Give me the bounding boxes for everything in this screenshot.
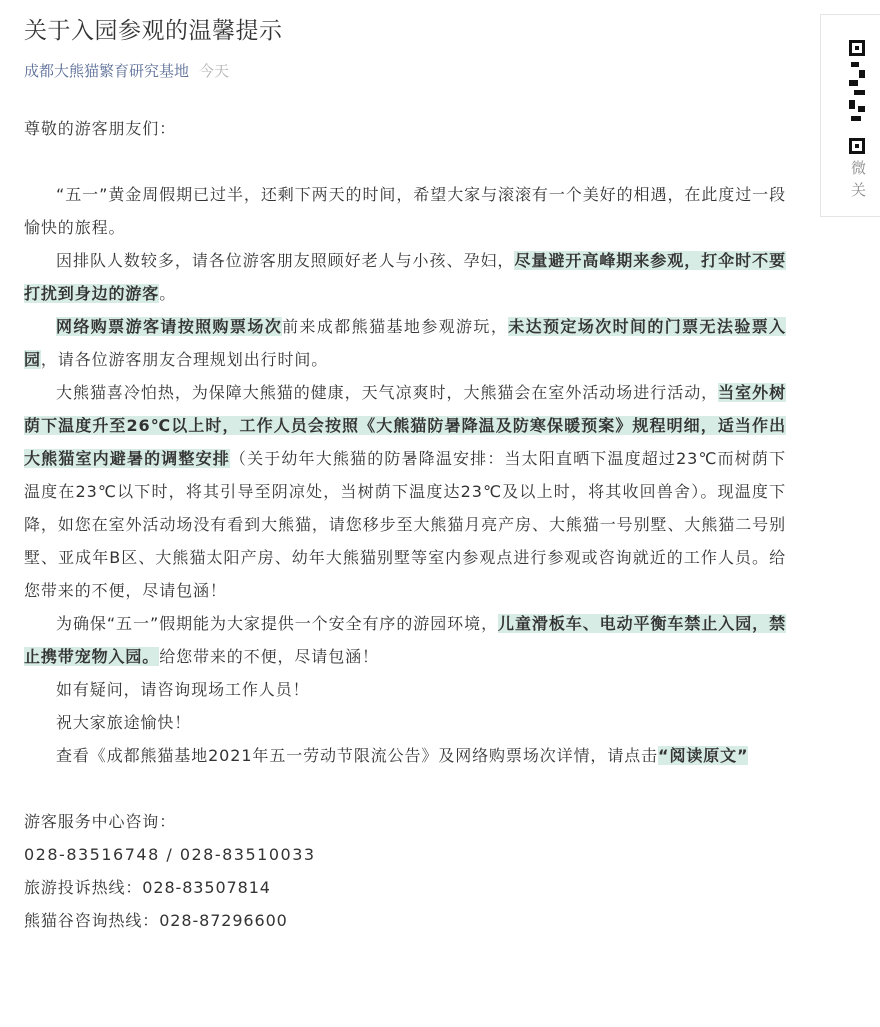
paragraph-3 [24,310,786,376]
panda-valley-hotline: 熊猫谷咨询热线：028-87296600 [24,911,288,930]
highlight-text: 网络购票游客请按照购票场次 [56,317,283,336]
paragraph-2 [24,244,786,310]
highlight-text: 尽量避开高峰期来参观，打伞时不要打扰到身边的游客 [24,251,786,303]
blank-line [24,772,786,805]
paragraph-4 [24,376,786,607]
blank-line [24,145,786,178]
article-title: 关于入园参观的温馨提示 [24,18,283,44]
service-numbers: 028-83516748 / 028-83510033 [24,845,316,864]
paragraph-3-text: 前来成都熊猫基地参观游玩， [282,317,509,336]
article [24,0,786,937]
read-original-link[interactable]: “阅读原文” [658,746,749,765]
paragraph-7: 祝大家旅途愉快！ [56,713,192,732]
account-name-link[interactable]: 成都大熊猫繁育研究基地 [24,62,190,80]
paragraph-8-text: 查看《成都熊猫基地2021年五一劳动节限流公告》及网络购票场次详情，请点击 [56,746,659,765]
paragraph-2-text: 因排队人数较多，请各位游客朋友照顾好老人与小孩、孕妇， [56,251,515,270]
paragraph-3-end: ，请各位游客朋友合理规划出行时间。 [40,350,329,369]
highlight-text: 当室外树荫下温度升至26℃以上时，工作人员会按照《大熊猫防暑降温及防寒保暖预案》规程明细，适当作出大熊猫室内避暑的调整安排 [24,383,786,468]
article-meta [24,60,786,82]
paragraph-1: “五一”黄金周假期已过半，还剩下两天的时间，希望大家与滚滚有一个美好的相遇，在此度过一段愉快的旅程。 [24,185,786,237]
paragraph-5-text: 为确保“五一”假期能为大家提供一个安全有序的游园环境， [56,614,499,633]
qr-code-icon[interactable] [849,40,865,154]
paragraph-6: 如有疑问，请咨询现场工作人员！ [56,680,310,699]
paragraph-2-end: 。 [159,284,177,303]
qr-caption-line-2: 关 [851,181,867,199]
article-content [24,112,786,937]
paragraph-4-end: （关于幼年大熊猫的防暑降温安排：当太阳直晒下温度超过23℃而树荫下温度在23℃以下时，将其引导至阴凉处，当树荫下温度达23℃及以上时，将其收回兽舍）。现温度下降，如您在室外活动场没有看到大熊猫，请您移步至大熊猫月亮产房、大熊猫一号别墅、大熊猫二号别墅、亚成年B区、大熊猫太阳产房、幼年大熊猫别墅等室内参观点进行参观或咨询就近的工作人员。给您带来的不便，尽请包涵！ [24,449,786,600]
paragraph-5-end: 给您带来的不便，尽请包涵！ [159,647,379,666]
complaint-hotline: 旅游投诉热线：028-83507814 [24,878,271,897]
qr-caption-line-1: 微 [851,159,867,177]
service-label: 游客服务中心咨询： [24,812,177,831]
paragraph-8 [24,739,786,772]
greeting: 尊敬的游客朋友们： [24,119,177,138]
qr-code-card[interactable] [820,14,880,217]
highlight-text: 未达预定场次时间的门票无法验票入园 [24,317,787,369]
publish-date: 今天 [199,62,230,80]
paragraph-5 [24,607,786,673]
highlight-text: 儿童滑板车、电动平衡车禁止入园，禁止携带宠物入园。 [24,614,786,666]
paragraph-4-text: 大熊猫喜冷怕热，为保障大熊猫的健康，天气凉爽时，大熊猫会在室外活动场进行活动， [56,383,719,402]
